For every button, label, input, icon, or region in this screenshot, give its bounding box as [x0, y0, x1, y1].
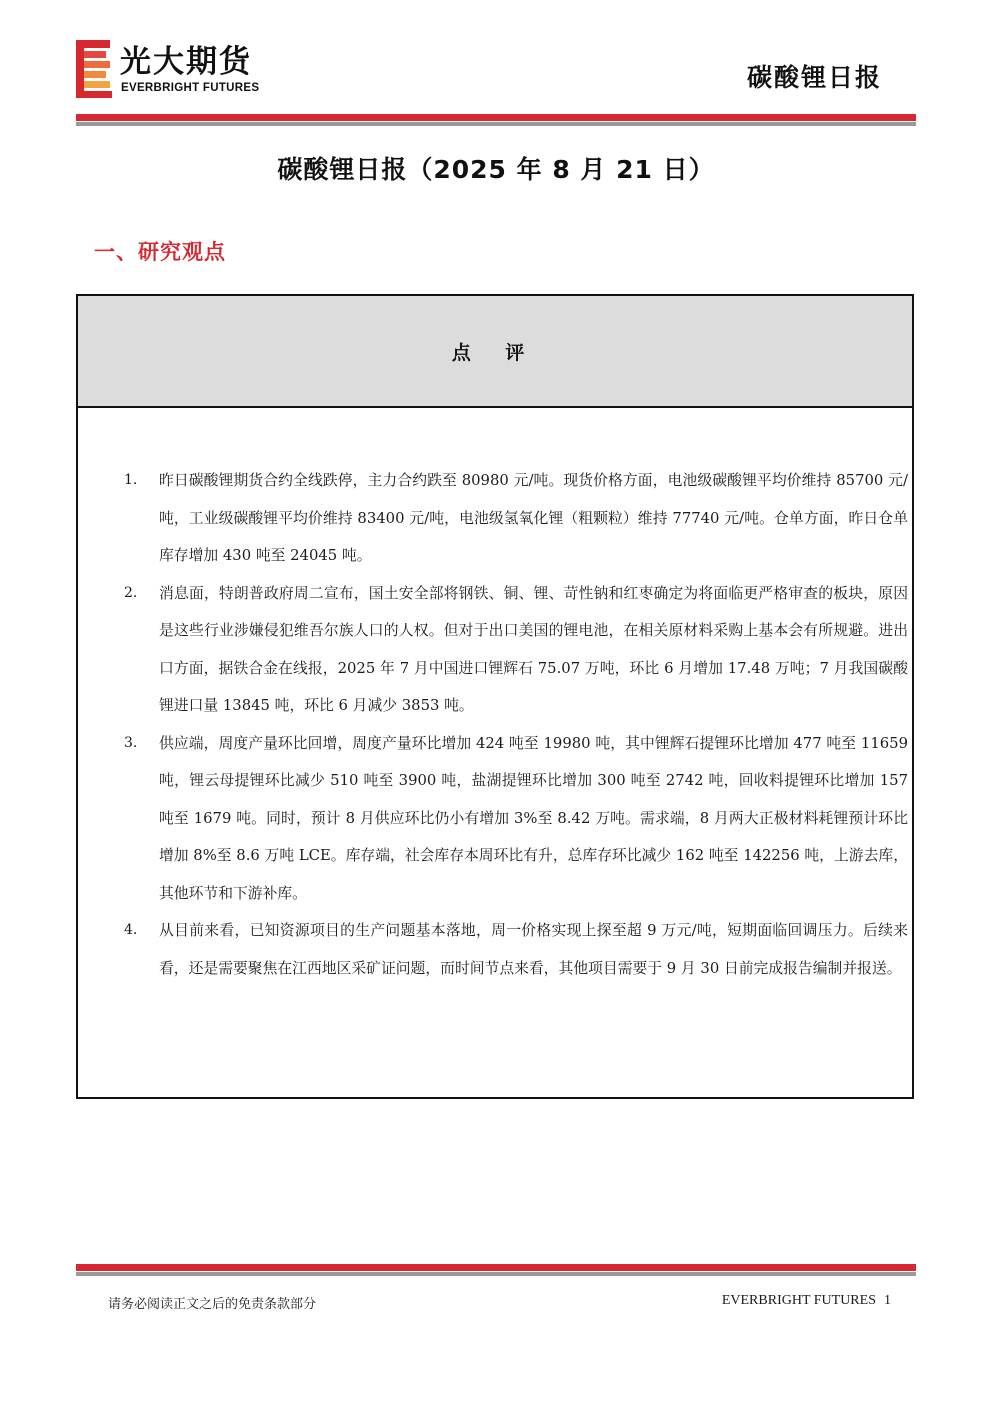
list-item-number: 4.	[124, 922, 138, 938]
header-rule-red	[76, 114, 916, 121]
footer-disclaimer: 请务必阅读正文之后的免责条款部分	[108, 1297, 317, 1312]
everbright-e-logo-icon	[76, 40, 112, 98]
commentary-box-title: 点 评	[451, 342, 539, 364]
list-item	[124, 912, 908, 987]
list-item	[124, 462, 908, 575]
footer-company: EVERBRIGHT FUTURES	[721, 1293, 876, 1308]
brand-name-en: EVERBRIGHT FUTURES	[121, 82, 260, 94]
list-item-number: 2.	[124, 584, 138, 601]
section-heading: 一、研究观点	[94, 240, 226, 264]
list-item	[124, 575, 908, 725]
list-item-text: 供应端，周度产量环比回增，周度产量环比增加 424 吨至 19980 吨，其中锂辉石提锂环比增加 477 吨至 11659 吨，锂云母提锂环比减少 510 吨至 3900 吨，盐湖提锂环比增加 300 吨至 2742 吨，回收料提锂环比增加 157 吨至 1679 吨。同时，预计 8 月供应环比仍小有增加 3%至 8.42 万吨。需求端，8 月两大正极材料耗锂预计环比增加 8%至 8.6 万吨 LCE。库存端，社会库存本周环比有升，总库存环比减少 162 吨至 142256 吨，上游去库，其他环节和下游补库。	[159, 734, 908, 902]
page-number: 1	[884, 1293, 891, 1308]
list-item-number: 1.	[124, 472, 138, 488]
list-item-number: 3.	[124, 734, 138, 751]
header-report-title: 碳酸锂日报	[746, 63, 882, 92]
commentary-list	[124, 462, 908, 987]
commentary-box	[76, 294, 914, 1099]
list-item-text: 昨日碳酸锂期货合约全线跌停，主力合约跌至 80980 元/吨。现货价格方面，电池级碳酸锂平均价维持 85700 元/吨，工业级碳酸锂平均价维持 83400 元/吨，电池级氢氧化锂（粗颗粒）维持 77740 元/吨。仓单方面，昨日仓单库存增加 430 吨至 24045 吨。	[159, 472, 908, 564]
list-item-text: 消息面，特朗普政府周二宣布，国土安全部将钢铁、铜、锂、苛性钠和红枣确定为将面临更严格审查的板块，原因是这些行业涉嫌侵犯维吾尔族人口的人权。但对于出口美国的锂电池，在相关原材料采购上基本会有所规避。进出口方面，据铁合金在线报，2025 年 7 月中国进口锂辉石 75.07 万吨，环比 6 月增加 17.48 万吨；7 月我国碳酸锂进口量 13845 吨，环比 6 月减少 3853 吨。	[159, 584, 908, 714]
brand-name-cn: 光大期货	[120, 44, 252, 80]
footer-rule-red	[76, 1264, 916, 1271]
header-rule-grey	[76, 122, 916, 126]
list-item	[124, 725, 908, 913]
commentary-box-header	[78, 296, 912, 408]
footer-rule-grey	[76, 1272, 916, 1276]
document-title: 碳酸锂日报（2025 年 8 月 21 日）	[277, 155, 715, 184]
list-item-text: 从目前来看，已知资源项目的生产问题基本落地，周一价格实现上探至超 9 万元/吨，短期面临回调压力。后续来看，还是需要聚焦在江西地区采矿证问题，而时间节点来看，其他项目需要于 9 月 30 日前完成报告编制并报送。	[159, 922, 908, 977]
brand-logo	[76, 40, 296, 100]
